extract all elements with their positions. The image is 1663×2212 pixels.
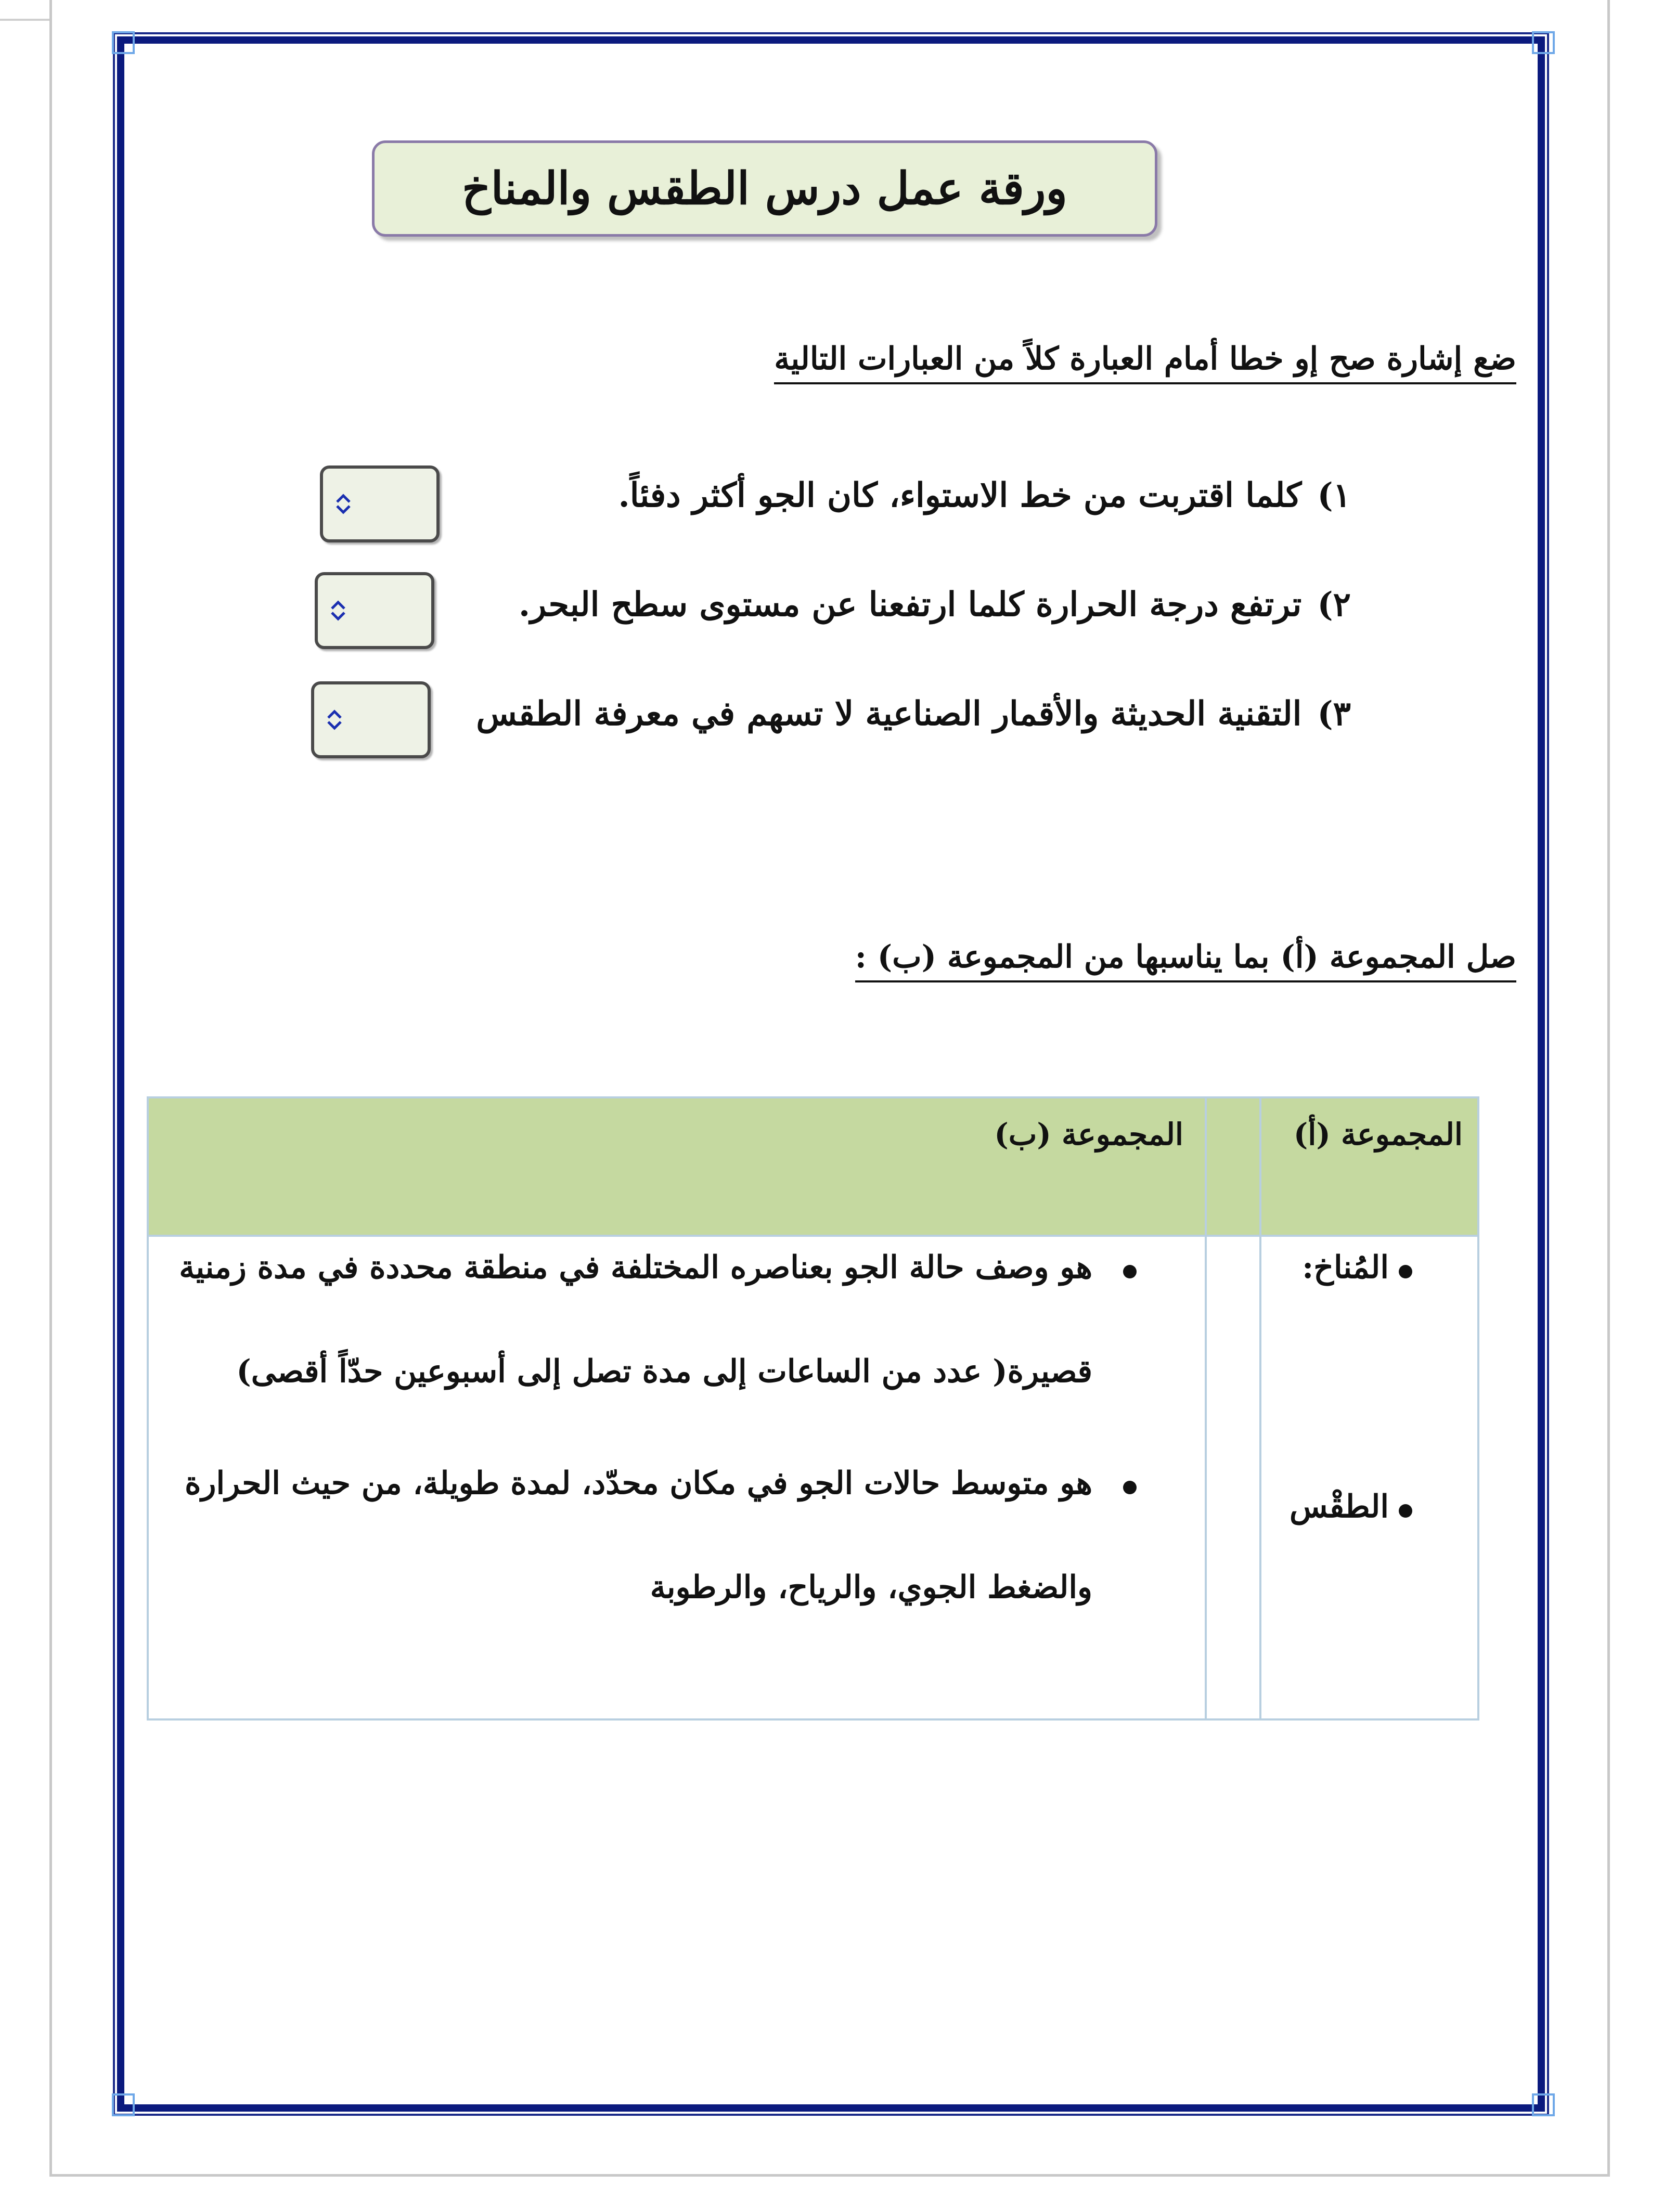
- matching-instruction: صل المجموعة (أ) بما يناسبها من المجموعة (ب) :: [855, 939, 1516, 982]
- answer-select-2[interactable]: [315, 572, 434, 649]
- bullet-icon: [1399, 1504, 1412, 1518]
- group-b-item-2-line-2: والضغط الجوي، والرياح، والرطوبة: [650, 1569, 1092, 1606]
- table-divider: [149, 1235, 1477, 1237]
- group-a-header: المجموعة (أ): [1293, 1117, 1463, 1152]
- answer-select-3[interactable]: [311, 681, 431, 758]
- group-b-header: المجموعة (ب): [994, 1117, 1183, 1152]
- up-down-chevron-icon: [334, 493, 352, 515]
- bullet-icon: [1399, 1265, 1412, 1278]
- question-1-number: ١): [1317, 476, 1351, 515]
- frame-corner: [1532, 31, 1555, 54]
- question-2-number: ٢): [1317, 585, 1351, 624]
- group-a-item-1: المُناخ:: [1302, 1249, 1389, 1286]
- frame-corner: [112, 31, 135, 54]
- worksheet-title: [372, 140, 1157, 237]
- question-3: [476, 694, 1351, 733]
- question-3-text: التقنية الحديثة والأقمار الصناعية لا تسهم في معرفة الطقس: [476, 694, 1302, 733]
- table-divider: [1259, 1098, 1261, 1718]
- frame-corner: [1532, 2093, 1555, 2116]
- bullet-icon: [1123, 1481, 1137, 1494]
- table-header-row: [149, 1098, 1477, 1235]
- group-a-item-2: الطقْس: [1289, 1489, 1389, 1525]
- group-b-item-1-line-2: قصيرة( عدد من الساعات إلى مدة تصل إلى أسبوعين حدّاً أقصى): [236, 1353, 1092, 1390]
- answer-select-1[interactable]: [320, 465, 440, 542]
- true-false-instruction: ضع إشارة صح إو خطا أمام العبارة كلاً من العبارات التالية: [774, 341, 1516, 384]
- question-1: [618, 476, 1351, 515]
- bullet-icon: [1123, 1265, 1137, 1278]
- frame-corner: [112, 2093, 135, 2116]
- question-1-text: كلما اقتربت من خط الاستواء، كان الجو أكثر دفئاً.: [618, 476, 1302, 515]
- group-b-item-2-line-1: هو متوسط حالات الجو في مكان محدّد، لمدة طويلة، من حيث الحرارة: [185, 1465, 1092, 1502]
- matching-table: [147, 1096, 1479, 1721]
- table-divider: [1205, 1098, 1207, 1718]
- group-b-item-1-line-1: هو وصف حالة الجو بعناصره المختلفة في منطقة محددة في مدة زمنية: [179, 1249, 1092, 1286]
- up-down-chevron-icon: [329, 599, 347, 622]
- question-2: [519, 585, 1351, 624]
- question-2-text: ترتفع درجة الحرارة كلما ارتفعنا عن مستوى سطح البحر.: [518, 585, 1302, 624]
- question-3-number: ٣): [1317, 694, 1351, 733]
- up-down-chevron-icon: [326, 708, 343, 731]
- worksheet-title-text: ورقة عمل درس الطقس والمناخ: [462, 162, 1067, 215]
